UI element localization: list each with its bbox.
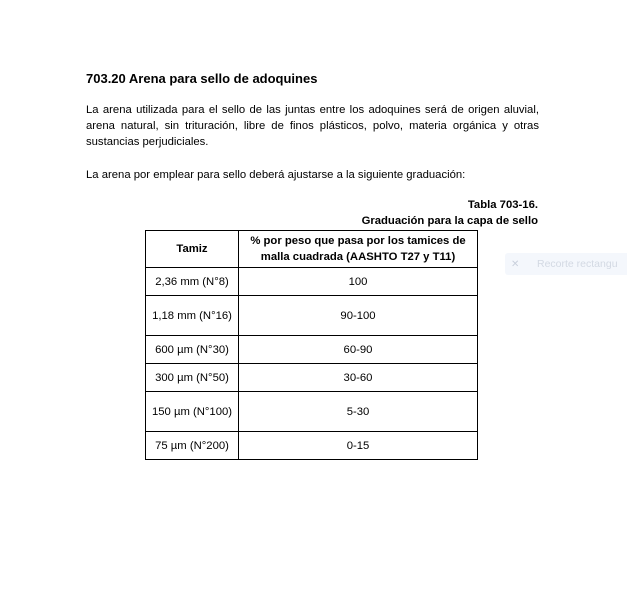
cell-percent: 30-60	[239, 364, 478, 392]
paragraph-description: La arena utilizada para el sello de las juntas entre los adoquines será de origen aluvial, arena natural, sin trituración, libre de finos plásticos, polvo, materia orgánica y otras sustancias perjudiciales.	[86, 104, 539, 148]
cell-percent: 90-100	[239, 296, 478, 336]
table-row	[146, 392, 478, 432]
table-row	[146, 432, 478, 460]
table-row	[146, 296, 478, 336]
header-percent-passing: % por peso que pasa por los tamices de malla cuadrada (AASHTO T27 y T11)	[239, 231, 478, 268]
gradation-table	[145, 230, 478, 460]
cell-tamiz: 600 µm (N°30)	[146, 336, 239, 364]
cell-tamiz: 150 µm (N°100)	[146, 392, 239, 432]
table-header-row	[146, 231, 478, 268]
cell-percent: 0-15	[239, 432, 478, 460]
cell-percent: 60-90	[239, 336, 478, 364]
header-tamiz: Tamiz	[146, 231, 239, 268]
section-heading: 703.20 Arena para sello de adoquines	[86, 71, 318, 86]
cell-tamiz: 2,36 mm (N°8)	[146, 268, 239, 296]
close-icon[interactable]: ✕	[511, 259, 520, 270]
table-caption-number: Tabla 703-16.	[467, 199, 538, 211]
table-row	[146, 336, 478, 364]
snip-label: Recorte rectangu	[537, 258, 618, 270]
table-row	[146, 364, 478, 392]
cell-tamiz: 1,18 mm (N°16)	[146, 296, 239, 336]
snip-tooltip[interactable]	[505, 253, 627, 275]
paragraph-intro: La arena por emplear para sello deberá ajustarse a la siguiente graduación:	[86, 169, 466, 181]
table-row	[146, 268, 478, 296]
cell-tamiz: 300 µm (N°50)	[146, 364, 239, 392]
cell-tamiz: 75 µm (N°200)	[146, 432, 239, 460]
cell-percent: 100	[239, 268, 478, 296]
cell-percent: 5-30	[239, 392, 478, 432]
table-caption-title: Graduación para la capa de sello	[361, 215, 538, 227]
